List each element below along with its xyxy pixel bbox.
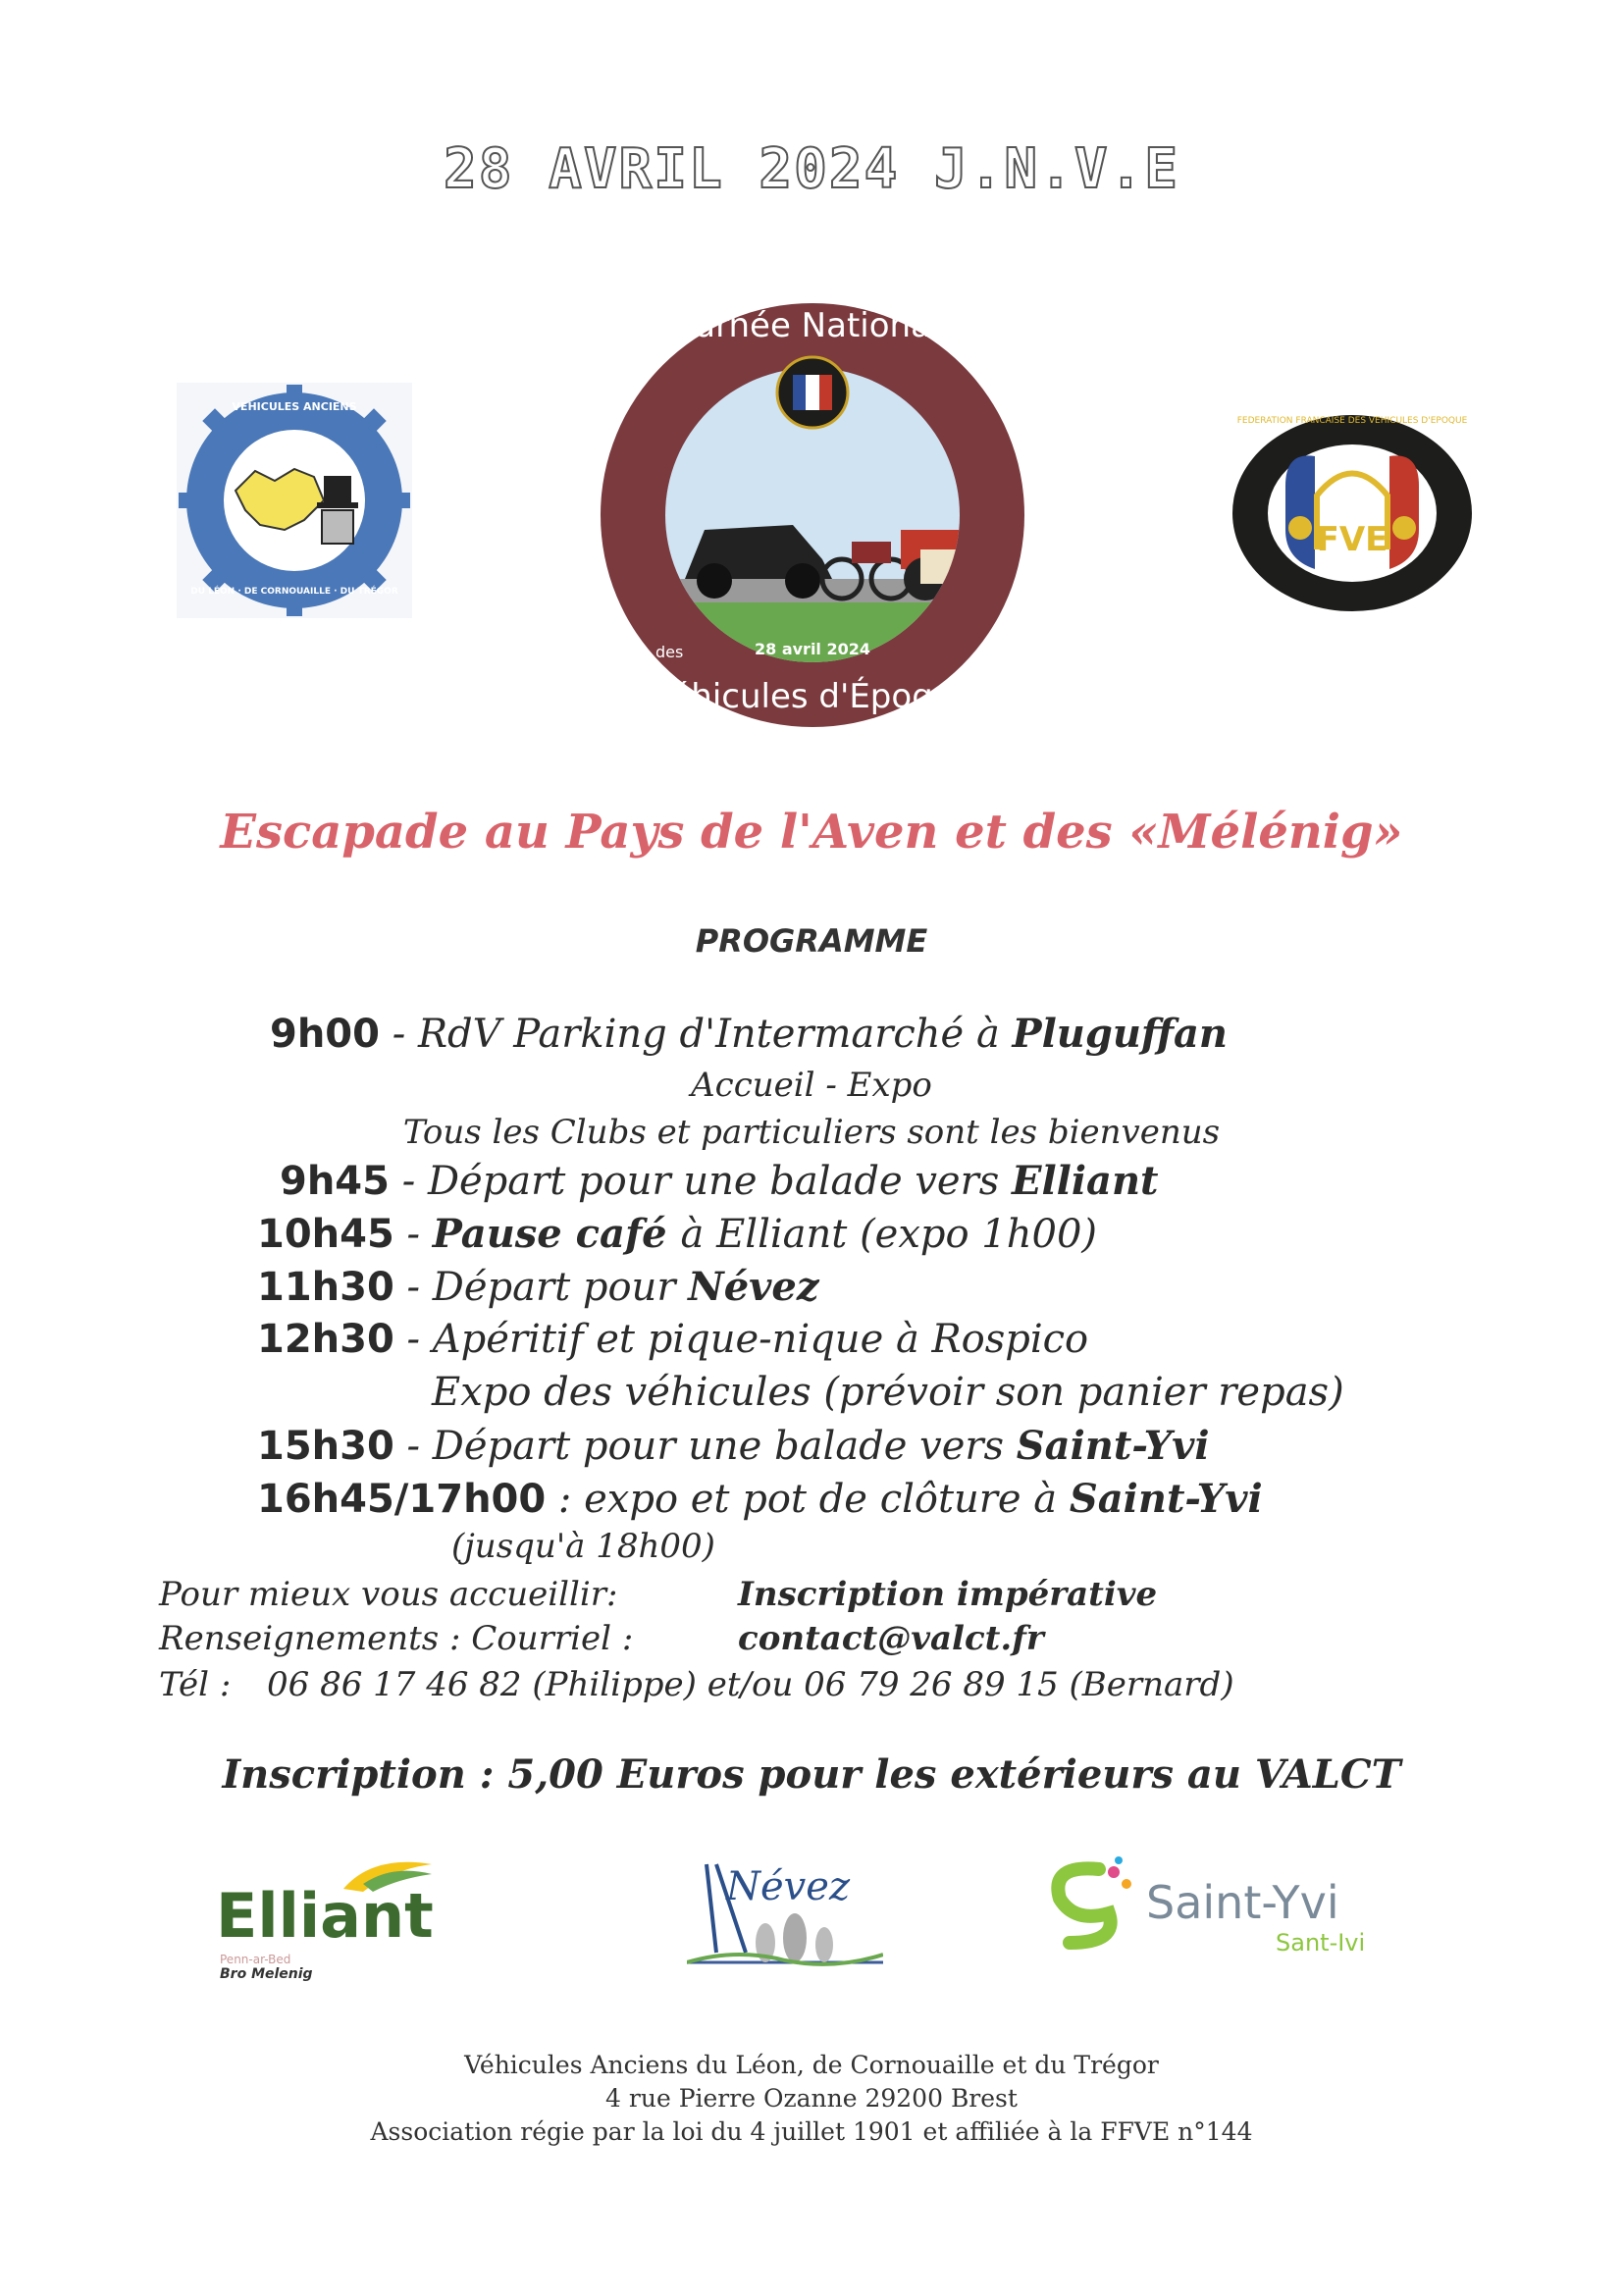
programme-item	[451, 1527, 715, 1566]
elliant-logo	[216, 1854, 451, 1982]
nevez-name: Névez	[726, 1864, 851, 1909]
programme-text: Départ pour une balade vers	[427, 1159, 1012, 1204]
inscription-fee: Inscription : 5,00 Euros pour les extérieurs au VALCT	[222, 1751, 1401, 1798]
programme-item	[432, 1370, 1344, 1415]
programme-time: 12h30	[257, 1317, 394, 1362]
programme-separator: :	[546, 1477, 585, 1522]
footer-association-name: Véhicules Anciens du Léon, de Cornouaille et du Trégor	[464, 2051, 1159, 2079]
programme-place: Névez	[688, 1264, 819, 1310]
programme-place: Saint-Yvi	[1016, 1423, 1210, 1469]
event-date-title: 28 AVRIL 2024 J.N.V.E	[443, 137, 1179, 201]
programme-item	[257, 1317, 1088, 1362]
programme-text: Départ pour	[432, 1265, 689, 1310]
programme-separator: -	[393, 1212, 433, 1257]
programme-separator: -	[393, 1317, 433, 1362]
nevez-logo	[687, 1845, 883, 1972]
jnve-bottom-text: Véhicules d'Époque	[650, 677, 975, 716]
elliant-name: Elliant	[216, 1880, 434, 1952]
saint-yvi-name: Saint-Yvi	[1146, 1876, 1339, 1929]
programme-text: Accueil - Expo	[691, 1066, 932, 1105]
ffve-logo	[1227, 412, 1478, 614]
programme-text: expo et pot de clôture à	[584, 1477, 1070, 1522]
programme-text: (jusqu'à 18h00)	[451, 1527, 715, 1566]
email-link[interactable]: contact@valct.fr	[738, 1619, 1044, 1658]
programme-item	[280, 1158, 1159, 1204]
programme-time: 11h30	[257, 1265, 394, 1310]
programme-heading: PROGRAMME	[695, 922, 928, 960]
phone-numbers: 06 86 17 46 82 (Philippe) et/ou 06 79 26 89 15 (Bernard)	[267, 1665, 1234, 1704]
programme-item	[257, 1264, 819, 1310]
valct-logo-bottom-text: DU LÉON · DE CORNOUAILLE · DU TRÉGOR	[190, 587, 398, 597]
event-subtitle: Escapade au Pays de l'Aven et des «Mélénig»	[220, 805, 1403, 860]
programme-item	[257, 1476, 1263, 1522]
valct-logo	[177, 383, 412, 618]
programme-time: 9h45	[280, 1159, 390, 1204]
programme-text: Apéritif et pique-nique à Rospico	[432, 1317, 1089, 1362]
brittany-map-gear-icon	[177, 383, 412, 618]
jnve-logo	[597, 285, 1028, 746]
programme-time: 15h30	[257, 1424, 394, 1469]
programme-place: Pluguffan	[1012, 1011, 1229, 1057]
programme-separator: -	[379, 1012, 418, 1057]
welcome-value: Inscription impérative	[738, 1575, 1158, 1614]
programme-item	[270, 1011, 1228, 1057]
elliant-tagline: Bro Melenig	[220, 1966, 313, 1982]
elliant-sub: Penn-ar-Bed	[220, 1953, 291, 1966]
programme-item	[0, 1113, 1623, 1152]
saint-yvi-logo	[1030, 1854, 1403, 1962]
programme-place: Saint-Yvi	[1069, 1476, 1263, 1522]
ffve-ring-text: FEDERATION FRANCAISE DES VEHICULES D'EPOQUE	[1236, 416, 1468, 426]
footer-address: 4 rue Pierre Ozanne 29200 Brest	[605, 2084, 1018, 2113]
programme-separator: -	[393, 1265, 433, 1310]
programme-text: Tous les Clubs et particuliers sont les bienvenus	[402, 1113, 1221, 1152]
programme-time: 10h45	[257, 1212, 394, 1257]
programme-place: Elliant	[1011, 1158, 1159, 1204]
saint-yvi-sub: Sant-Ivi	[1276, 1929, 1366, 1957]
programme-separator: -	[393, 1424, 433, 1469]
programme-time: 16h45/17h00	[257, 1477, 547, 1522]
programme-text: à Elliant (expo 1h00)	[680, 1212, 1098, 1257]
programme-text: Départ pour une balade vers	[432, 1424, 1017, 1469]
programme-text: RdV Parking d'Intermarché à	[417, 1012, 1013, 1057]
programme-time: 9h00	[270, 1012, 380, 1057]
programme-item	[257, 1211, 1097, 1257]
footer-legal: Association régie par la loi du 4 juillet 1901 et affiliée à la FFVE n°144	[370, 2117, 1253, 2146]
phone-label: Tél :	[159, 1665, 232, 1704]
programme-item	[257, 1423, 1210, 1469]
ffve-center-text: FVE	[1316, 520, 1388, 559]
valct-logo-top-text: VEHICULES ANCIENS	[232, 400, 357, 413]
swirl-s-icon	[1030, 1854, 1138, 1953]
jnve-date: 28 avril 2024	[754, 640, 871, 658]
jnve-top-text: Journée Nationale	[663, 306, 962, 345]
programme-separator: -	[389, 1159, 428, 1204]
ffve-emblem-icon	[1227, 412, 1478, 614]
programme-item	[0, 1066, 1623, 1105]
programme-text: Expo des véhicules (prévoir son panier repas)	[432, 1370, 1344, 1415]
welcome-label: Pour mieux vous accueillir:	[159, 1575, 618, 1614]
jnve-small-text: des	[655, 643, 684, 661]
programme-highlight: Pause café	[432, 1211, 681, 1257]
info-label: Renseignements : Courriel :	[159, 1619, 634, 1658]
